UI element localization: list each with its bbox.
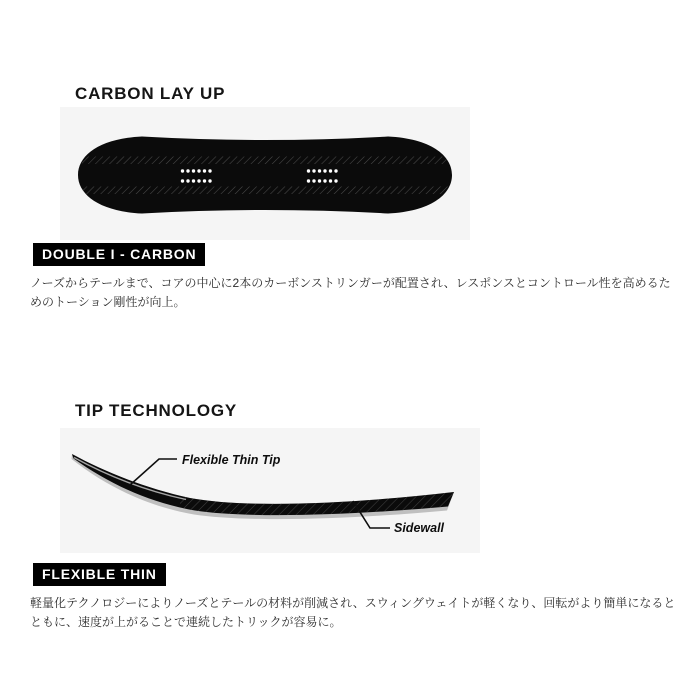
carbon-layup-illustration-panel — [60, 107, 470, 240]
carbon-layup-heading: CARBON LAY UP — [75, 84, 226, 103]
sidewall-label: Sidewall — [394, 521, 445, 535]
flexible-thin-badge: FLEXIBLE THIN — [33, 563, 166, 586]
snowboard-tip-profile-illustration — [60, 428, 480, 553]
carbon-layup-description: ノーズからテールまで、コアの中心に2本のカーボンストリンガーが配置され、レスポンスとコントロール性を高めるためのトーション剛性が向上。 — [30, 276, 671, 309]
double-i-carbon-badge: DOUBLE I - CARBON — [33, 243, 205, 266]
flexible-thin-tip-pointer-line — [130, 459, 177, 485]
tip-technology-heading: TIP TECHNOLOGY — [75, 401, 238, 420]
flexible-thin-description: 軽量化テクノロジーによりノーズとテールの材料が削減され、スウィングウェイトが軽くなり、回転がより簡単になるとともに、速度が上がることで連続したトリックが容易に。 — [30, 596, 676, 629]
board-shape — [78, 137, 452, 214]
snowboard-top-view-illustration — [60, 107, 470, 240]
tip-technology-illustration-panel — [60, 428, 480, 553]
flexible-thin-tip-label: Flexible Thin Tip — [182, 453, 281, 467]
